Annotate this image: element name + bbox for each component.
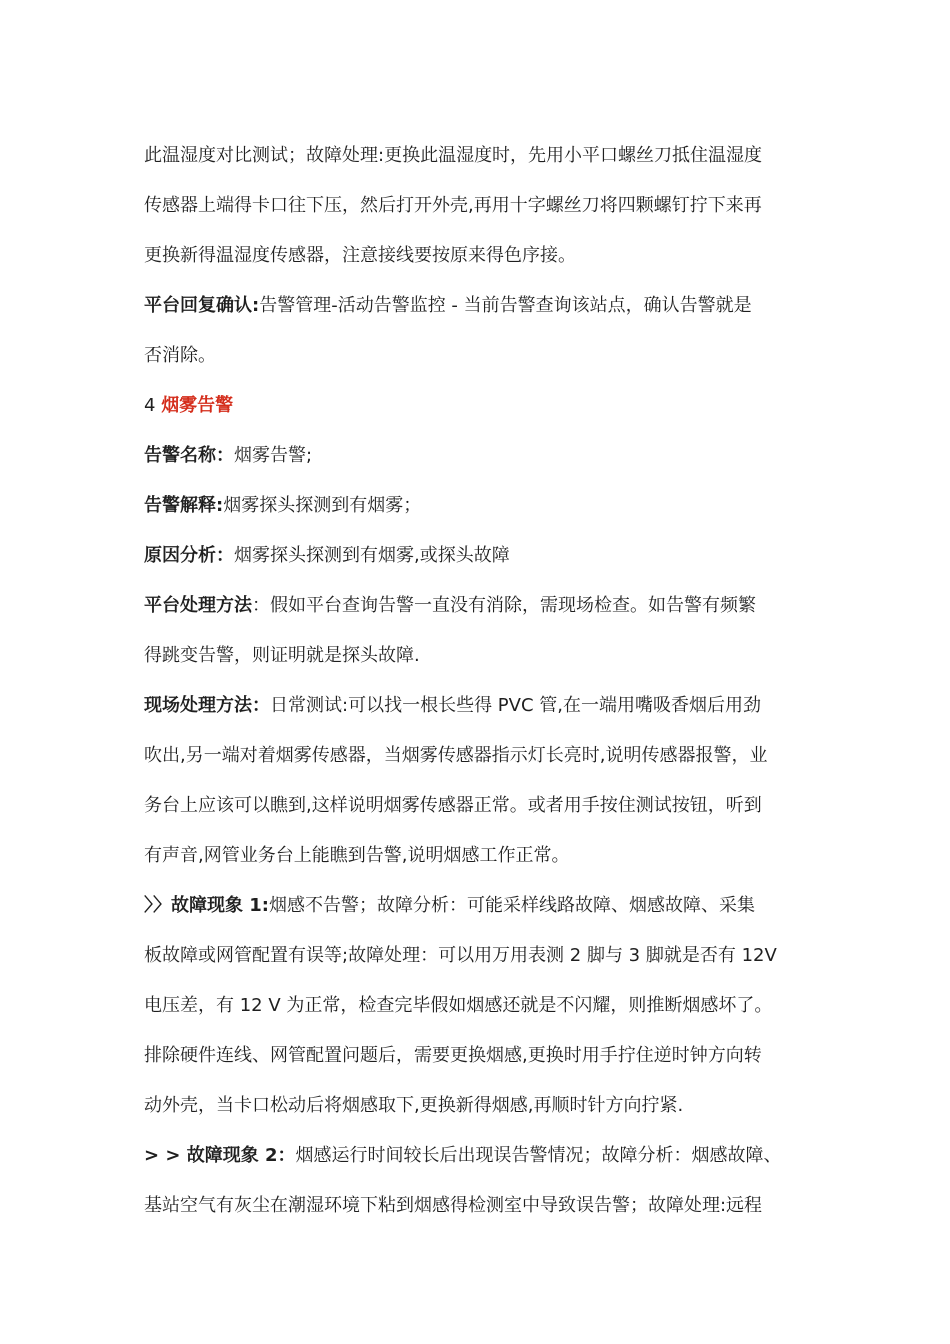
paragraph-platform-confirm — [144, 281, 812, 381]
text-line: 得跳变告警，则证明就是探头故障. — [144, 645, 420, 666]
section-title: 烟雾告警 — [161, 395, 234, 416]
text-line — [144, 281, 812, 331]
text-line: 更换新得温湿度传感器，注意接线要按原来得色序接。 — [144, 245, 576, 266]
paragraph-temp-humidity-handling — [144, 131, 812, 281]
text-line: 板故障或网管配置有误等;故障处理：可以用万用表测 2 脚与 3 脚就是否有 12V — [144, 945, 777, 966]
field-value: 烟雾探头探测到有烟雾； — [223, 495, 422, 516]
field-value: ：假如平台查询告警一直没有消除，需现场检查。如告警有频繁 — [252, 595, 756, 616]
text-line — [144, 681, 812, 731]
field-label: > > 故障现象 2： — [144, 1145, 296, 1166]
section-label: 平台回复确认: — [144, 295, 260, 316]
field-value: 日常测试:可以找一根长些得 PVC 管,在一端用嘴吸香烟后用劲 — [270, 695, 761, 716]
text-line: 务台上应该可以瞧到,这样说明烟雾传感器正常。或者用手按住测试按钮，听到 — [144, 795, 762, 816]
section-number: 4 — [144, 395, 162, 416]
paragraph-alarm-explanation — [144, 481, 812, 531]
field-value: 烟感运行时间较长后出现误告警情况；故障分析：烟感故障、 — [295, 1145, 782, 1166]
text-line — [144, 1131, 812, 1181]
field-label: 告警解释: — [144, 495, 224, 516]
paragraph-fault-1 — [144, 881, 812, 1131]
field-label: 告警名称： — [144, 445, 234, 466]
section-heading — [144, 381, 812, 431]
paragraph-onsite-method — [144, 681, 812, 881]
text-line: 否消除。 — [144, 345, 216, 366]
field-label: 平台处理方法 — [144, 595, 252, 616]
field-label: 现场处理方法： — [144, 695, 270, 716]
paragraph-fault-2 — [144, 1131, 812, 1231]
paragraph-cause-analysis — [144, 531, 812, 581]
text-line: 基站空气有灰尘在潮湿环境下粘到烟感得检测室中导致误告警；故障处理:远程 — [144, 1195, 763, 1216]
text-line: 排除硬件连线、网管配置问题后，需要更换烟感,更换时用手拧住逆时钟方向转 — [144, 1045, 762, 1066]
text-line: 传感器上端得卡口往下压，然后打开外壳,再用十字螺丝刀将四颗螺钉拧下来再 — [144, 195, 762, 216]
field-value: 烟雾告警; — [234, 445, 313, 466]
text-line: 动外壳，当卡口松动后将烟感取下,更换新得烟感,再顺时针方向拧紧. — [144, 1095, 684, 1116]
field-label: 〉〉故障现象 1: — [144, 895, 269, 916]
field-label: 原因分析： — [144, 545, 234, 566]
text-line: 有声音,网管业务台上能瞧到告警,说明烟感工作正常。 — [144, 845, 570, 866]
text-line — [144, 581, 812, 631]
document-body — [144, 131, 812, 1231]
paragraph-platform-method — [144, 581, 812, 681]
field-value: 烟感不告警；故障分析：可能采样线路故障、烟感故障、采集 — [269, 895, 755, 916]
field-value: 烟雾探头探测到有烟雾,或探头故障 — [234, 545, 510, 566]
text-line — [144, 881, 812, 931]
paragraph-alarm-name — [144, 431, 812, 481]
text-line: 吹出,另一端对着烟雾传感器，当烟雾传感器指示灯长亮时,说明传感器报警，业 — [144, 745, 768, 766]
section-text: 告警管理-活动告警监控 - 当前告警查询该站点，确认告警就是 — [259, 295, 752, 316]
text-line: 此温湿度对比测试；故障处理:更换此温湿度时，先用小平口螺丝刀抵住温湿度 — [144, 145, 763, 166]
text-line: 电压差，有 12 V 为正常，检查完毕假如烟感还就是不闪耀，则推断烟感坏了。 — [144, 995, 773, 1016]
